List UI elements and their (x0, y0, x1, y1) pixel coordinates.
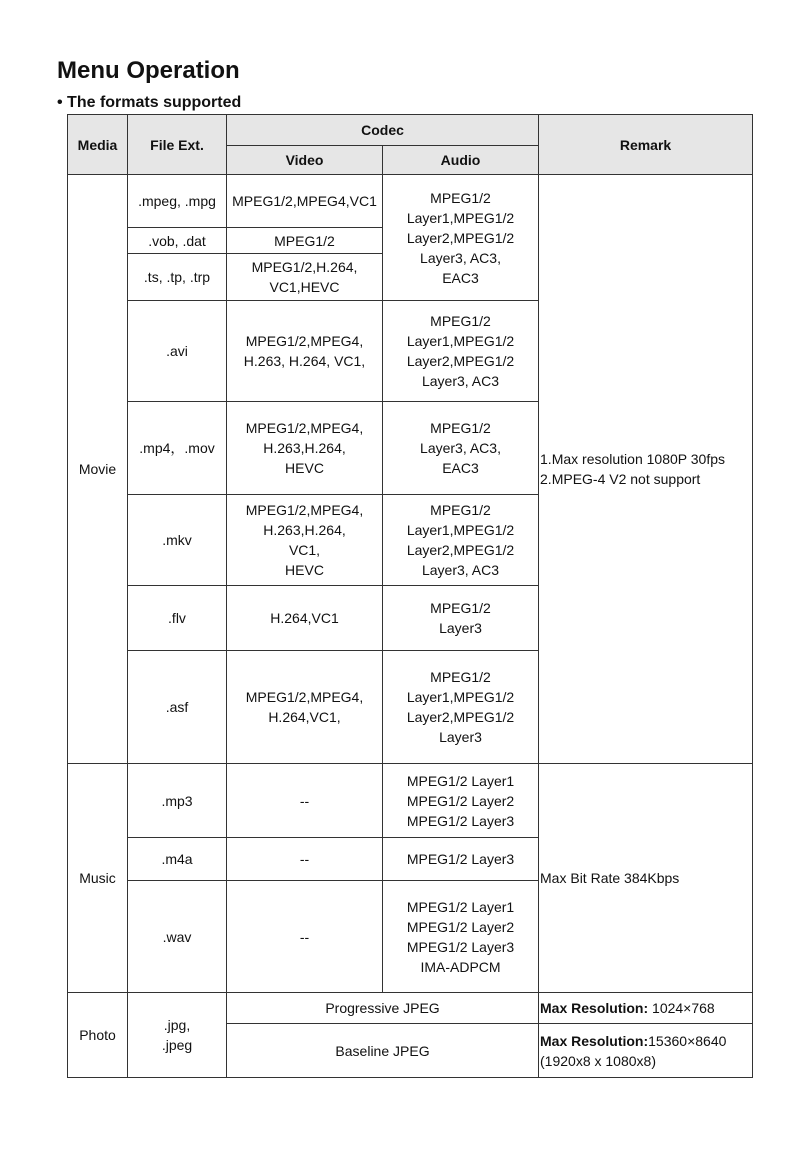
music-remark: Max Bit Rate 384Kbps (539, 764, 753, 993)
page-title: Menu Operation (57, 57, 240, 84)
audio-codec-cell: MPEG1/2 Layer1,MPEG1/2 Layer2,MPEG1/2 Layer3, AC3 (383, 301, 539, 402)
video-codec-cell: -- (227, 764, 383, 838)
audio-codec-cell: MPEG1/2 Layer3, AC3, EAC3 (383, 402, 539, 495)
photo-codec-cell: Baseline JPEG (227, 1024, 539, 1078)
remark-label: Max Resolution: (540, 1000, 649, 1016)
audio-codec-cell: MPEG1/2 Layer3 (383, 838, 539, 881)
header-video: Video (227, 146, 383, 175)
photo-remark-progressive (539, 993, 753, 1024)
photo-remark-baseline (539, 1024, 753, 1078)
header-remark: Remark (539, 115, 753, 175)
video-codec-cell: MPEG1/2,MPEG4, H.263,H.264, VC1, HEVC (227, 495, 383, 586)
movie-remark: 1.Max resolution 1080P 30fps 2.MPEG-4 V2 not support (539, 175, 753, 764)
video-codec-cell: MPEG1/2,MPEG4, H.263, H.264, VC1, (227, 301, 383, 402)
file-ext-cell: .m4a (128, 838, 227, 881)
file-ext-cell: .mp4，.mov (128, 402, 227, 495)
header-file-ext: File Ext. (128, 115, 227, 175)
video-codec-cell: -- (227, 838, 383, 881)
remark-label: Max Resolution: (540, 1032, 649, 1049)
audio-codec-cell: MPEG1/2 Layer1,MPEG1/2 Layer2,MPEG1/2 Layer3, AC3, EAC3 (383, 175, 539, 301)
audio-codec-cell: MPEG1/2 Layer1,MPEG1/2 Layer2,MPEG1/2 Layer3, AC3 (383, 495, 539, 586)
header-media: Media (68, 115, 128, 175)
file-ext-cell: .asf (128, 651, 227, 764)
video-codec-cell: H.264,VC1 (227, 586, 383, 651)
remark-value: 15360×8640 (1920x8 x 1080x8) (540, 1032, 727, 1069)
file-ext-cell: .jpg, .jpeg (128, 993, 227, 1078)
file-ext-cell: .flv (128, 586, 227, 651)
header-audio: Audio (383, 146, 539, 175)
media-music: Music (68, 764, 128, 993)
table-row (68, 764, 753, 838)
media-photo: Photo (68, 993, 128, 1078)
file-ext-cell: .vob, .dat (128, 228, 227, 254)
table-row (68, 993, 753, 1024)
audio-codec-cell: MPEG1/2 Layer3 (383, 586, 539, 651)
video-codec-cell: -- (227, 881, 383, 993)
audio-codec-cell: MPEG1/2 Layer1 MPEG1/2 Layer2 MPEG1/2 Layer3 (383, 764, 539, 838)
header-row (68, 115, 753, 146)
file-ext-cell: .mkv (128, 495, 227, 586)
photo-codec-cell: Progressive JPEG (227, 993, 539, 1024)
video-codec-cell: MPEG1/2,MPEG4, H.263,H.264, HEVC (227, 402, 383, 495)
audio-codec-cell: MPEG1/2 Layer1,MPEG1/2 Layer2,MPEG1/2 Layer3 (383, 651, 539, 764)
file-ext-cell: .avi (128, 301, 227, 402)
file-ext-cell: .mp3 (128, 764, 227, 838)
file-ext-cell: .wav (128, 881, 227, 993)
video-codec-cell: MPEG1/2 (227, 228, 383, 254)
file-ext-cell: .mpeg, .mpg (128, 175, 227, 228)
media-movie: Movie (68, 175, 128, 764)
table-row (68, 175, 753, 228)
section-subtitle: • The formats supported (57, 94, 242, 111)
remark-value: 1024×768 (648, 1000, 715, 1016)
video-codec-cell: MPEG1/2,MPEG4, H.264,VC1, (227, 651, 383, 764)
formats-table (67, 114, 753, 1078)
video-codec-cell: MPEG1/2,MPEG4,VC1 (227, 175, 383, 228)
header-codec: Codec (227, 115, 539, 146)
video-codec-cell: MPEG1/2,H.264, VC1,HEVC (227, 254, 383, 301)
file-ext-cell: .ts, .tp, .trp (128, 254, 227, 301)
audio-codec-cell: MPEG1/2 Layer1 MPEG1/2 Layer2 MPEG1/2 Layer3 IMA-ADPCM (383, 881, 539, 993)
